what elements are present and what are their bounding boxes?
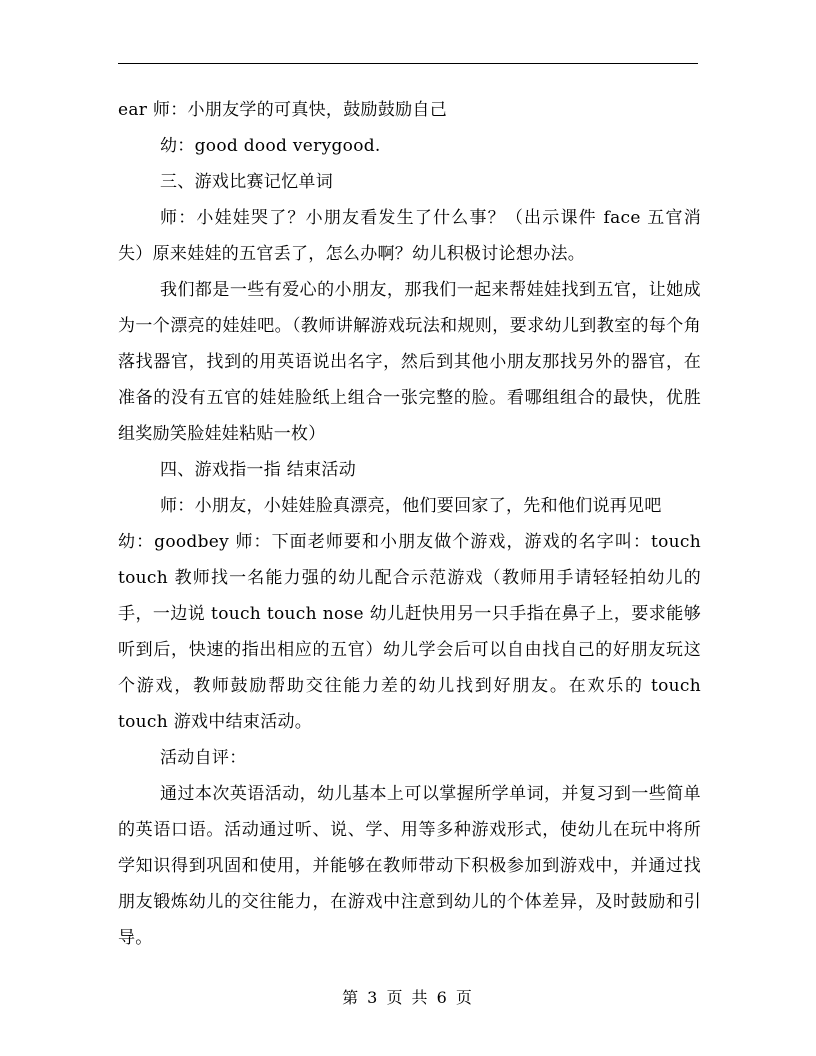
paragraph-doll-crying: 师：小娃娃哭了？小朋友看发生了什么事？（出示课件 face 五官消失）原来娃娃的五官丢了，怎么办啊？幼儿积极讨论想办法。 bbox=[118, 208, 701, 264]
paragraph-say-goodbye: 师：小朋友，小娃娃脸真漂亮，他们要回家了，先和他们说再见吧 bbox=[160, 496, 662, 516]
paragraph-teacher-praise: ear 师：小朋友学的可真快，鼓励鼓励自己 bbox=[118, 100, 448, 120]
section-heading-self-evaluation: 活动自评： bbox=[160, 748, 247, 768]
document-body bbox=[118, 92, 701, 956]
paragraph-evaluation-summary: 通过本次英语活动，幼儿基本上可以掌握所学单词，并复习到一些简单的英语口语。活动通过听、说、学、用等多种游戏形式，使幼儿在玩中将所学知识得到巩固和使用，并能够在教师带动下积极参加到游戏中，并通过找朋友锻炼幼儿的交往能力，在游戏中注意到幼儿的个体差异，及时鼓励和引导。 bbox=[118, 784, 701, 948]
page-number-footer: 第 3 页 共 6 页 bbox=[342, 988, 474, 1007]
section-heading-memory-game: 三、游戏比赛记忆单词 bbox=[160, 172, 333, 192]
paragraph-children-response: 幼：good dood verygood. bbox=[160, 136, 381, 156]
section-heading-pointing-game: 四、游戏指一指 结束活动 bbox=[160, 460, 357, 480]
paragraph-touch-game: 幼：goodbey 师：下面老师要和小朋友做个游戏，游戏的名字叫：touch touch 教师找一名能力强的幼儿配合示范游戏（教师用手请轻轻拍幼儿的手，一边说 touch touch nose 幼儿赶快用另一只手指在鼻子上，要求能够听到后，快速的指出相应的五官）幼儿学会后可以自由找自己的好朋友玩这个游戏，教师鼓励帮助交往能力差的幼儿找到好朋友。在欢乐的 touch touch 游戏中结束活动。 bbox=[118, 532, 701, 732]
header-rule bbox=[118, 63, 698, 64]
paragraph-game-rules: 我们都是一些有爱心的小朋友，那我们一起来帮娃娃找到五官，让她成为一个漂亮的娃娃吧。（教师讲解游戏玩法和规则，要求幼儿到教室的每个角落找器官，找到的用英语说出名字，然后到其他小朋友那找另外的器官，在准备的没有五官的娃娃脸纸上组合一张完整的脸。看哪组组合的最快，优胜组奖励笑脸娃娃粘贴一枚） bbox=[118, 280, 701, 444]
